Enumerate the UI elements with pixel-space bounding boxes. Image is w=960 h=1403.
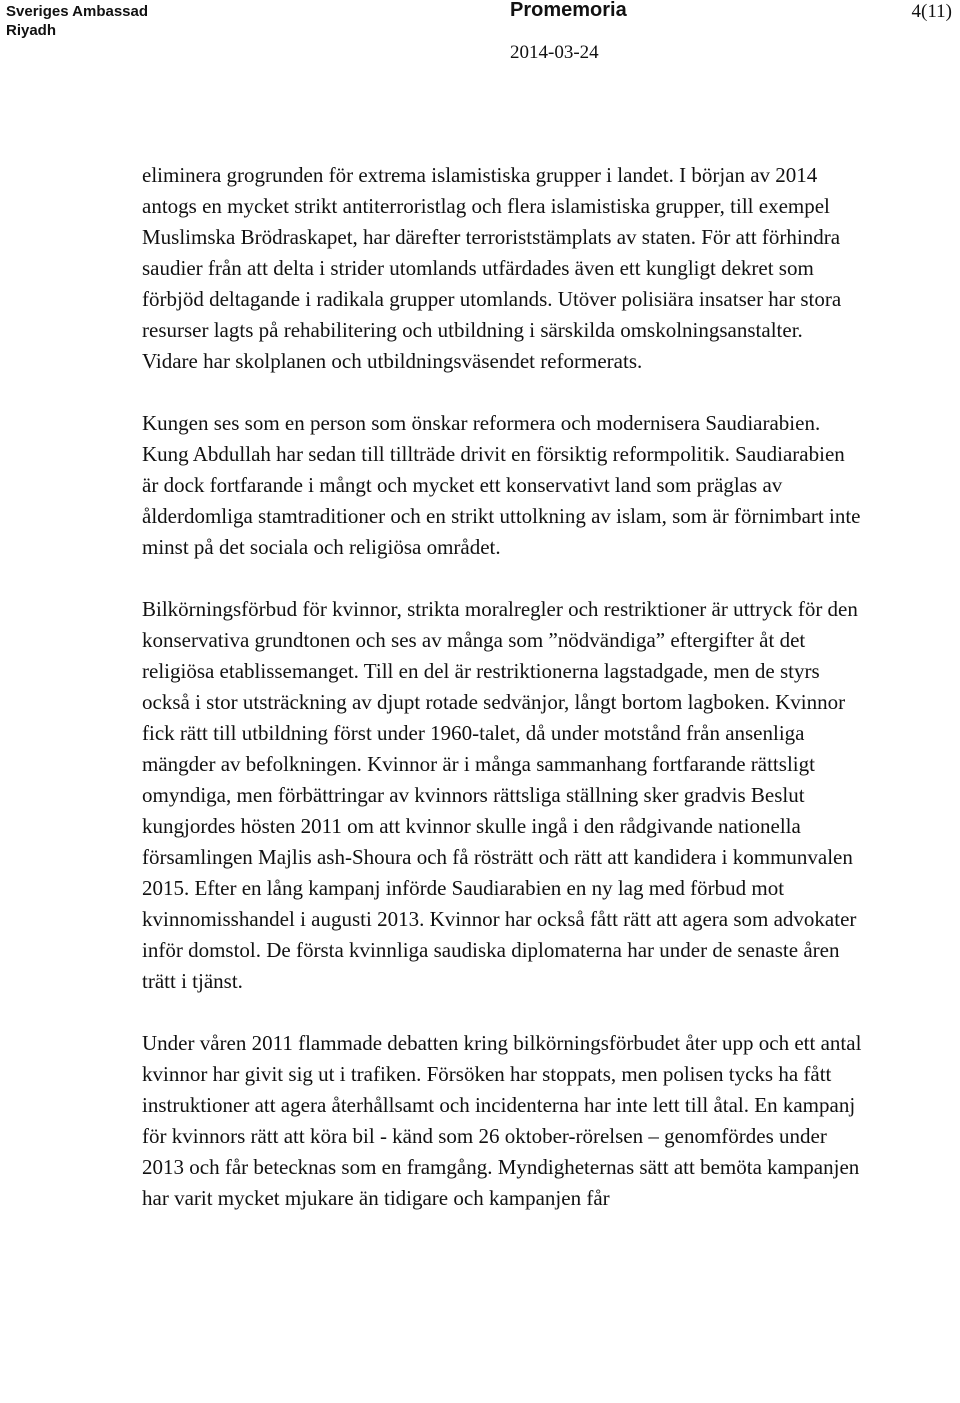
page-header: [0, 0, 960, 70]
paragraph-2: Kungen ses som en person som önskar reformera och modernisera Saudiarabien. Kung Abdullah har sedan till tillträde drivit en försiktig reformpolitik. Saudiarabien är dock fortfarande i mångt och mycket ett konservativt land som präglas av ålderdomliga stamtraditioner och en strikt uttolkning av islam, som är förnimbart inte minst på det sociala och religiösa området.: [142, 411, 861, 559]
page-number: 4(11): [911, 1, 952, 22]
document-body: [142, 160, 862, 1245]
organization-line-2: Riyadh: [6, 22, 57, 39]
organization-line-1: Sveriges Ambassad: [6, 3, 149, 20]
document-date: 2014-03-24: [510, 42, 599, 63]
paragraph-3: Bilkörningsförbud för kvinnor, strikta moralregler och restriktioner är uttryck för den konservativa grundtonen och ses av många som ”nödvändiga” eftergifter åt det religiösa etablissemanget. Till en del är restriktionerna lagstadgade, men de styrs också i stor utsträckning av djupt rotade sedvänjor, långt bortom lagboken. Kvinnor fick rätt till utbildning först under 1960-talet, då under motstånd från ansenliga mängder av befolkningen. Kvinnor är i många sammanhang fortfarande rättsligt omyndiga, men förbättringar av kvinnors rättsliga ställning sker gradvis Beslut kungjordes hösten 2011 om att kvinnor skulle ingå i den rådgivande nationella församlingen Majlis ash-Shoura och få rösträtt och rätt att kandidera i kommunvalen 2015. Efter en lång kampanj införde Saudiarabien en ny lag med förbud mot kvinnomisshandel i augusti 2013. Kvinnor har också fått rätt att agera som advokater inför domstol. De första kvinnliga saudiska diplomaterna har under de senaste åren trätt i tjänst.: [142, 597, 858, 993]
document-type: Promemoria: [510, 0, 627, 21]
paragraph-1: eliminera grogrunden för extrema islamistiska grupper i landet. I början av 2014 antogs en mycket strikt antiterroristlag och flera islamistiska grupper, till exempel Muslimska Brödraskapet, har därefter terroriststämplats av staten. För att förhindra saudier från att delta i strider utomlands utfärdades även ett kungligt dekret som förbjöd deltagande i radikala grupper utomlands. Utöver polisiära insatser har stora resurser lagts på rehabilitering och utbildning i särskilda omskolningsanstalter. Vidare har skolplanen och utbildningsväsendet reformerats.: [142, 163, 842, 373]
paragraph-4: Under våren 2011 flammade debatten kring bilkörningsförbudet åter upp och ett antal kvinnor har givit sig ut i trafiken. Försöken har stoppats, men polisen tycks ha fått instruktioner att agera återhållsamt och incidenterna har inte lett till åtal. En kampanj för kvinnors rätt att köra bil - känd som 26 oktober-rörelsen – genomfördes under 2013 och får betecknas som en framgång. Myndigheternas sätt att bemöta kampanjen har varit mycket mjukare än tidigare och kampanjen får: [142, 1031, 862, 1210]
organization-name: [6, 2, 148, 40]
